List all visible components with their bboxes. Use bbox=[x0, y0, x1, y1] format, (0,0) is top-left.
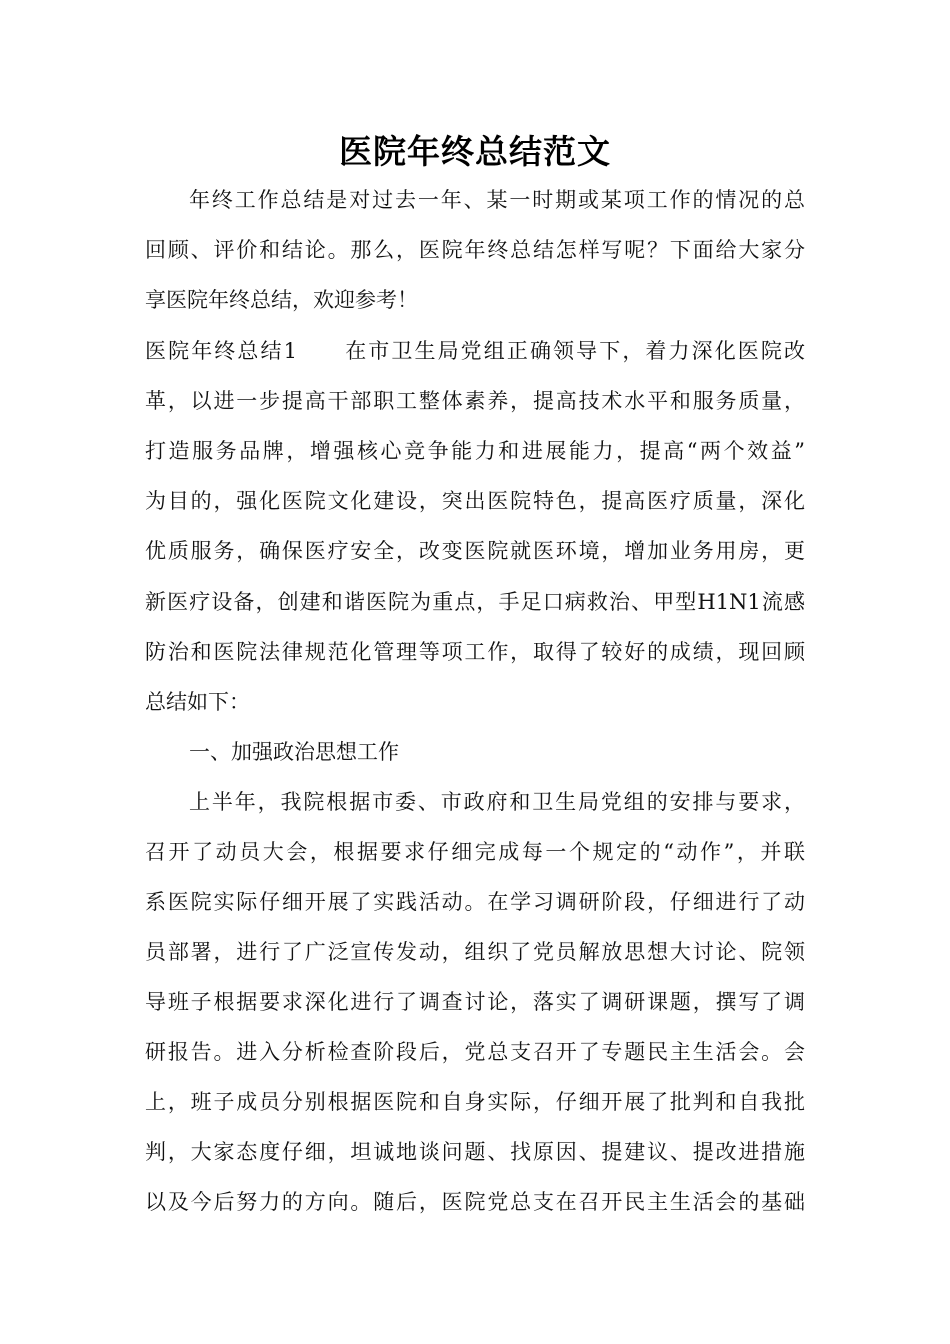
paragraph-line: 导班子根据要求深化进行了调查讨论，落实了调研课题，撰写了调 bbox=[145, 990, 805, 1014]
paragraph-line: 打造服务品牌，增强核心竞争能力和进展能力，提高“两个效益” bbox=[145, 439, 805, 463]
section-heading: 一、加强政治思想工作 bbox=[189, 740, 399, 764]
paragraph-line: 年终工作总结是对过去一年、某一时期或某项工作的情况的总 bbox=[189, 188, 805, 212]
paragraph-line: 享医院年终总结，欢迎参考！ bbox=[145, 288, 418, 312]
paragraph-line: 研报告。进入分析检查阶段后，党总支召开了专题民主生活会。会 bbox=[145, 1040, 805, 1064]
paragraph-line: 以及今后努力的方向。随后，医院党总支在召开民主生活会的基础 bbox=[145, 1190, 805, 1214]
paragraph-line: 优质服务，确保医疗安全，改变医院就医环境，增加业务用房，更 bbox=[145, 539, 805, 563]
paragraph-line: 新医疗设备，创建和谐医院为重点，手足口病救治、甲型H1N1流感 bbox=[145, 590, 805, 614]
paragraph-line: 回顾、评价和结论。那么，医院年终总结怎样写呢？下面给大家分 bbox=[145, 238, 805, 262]
document-title: 医院年终总结范文 bbox=[339, 132, 611, 171]
paragraph-line: 防治和医院法律规范化管理等项工作，取得了较好的成绩，现回顾 bbox=[145, 640, 805, 664]
paragraph-line: 革，以进一步提高干部职工整体素养，提高技术水平和服务质量， bbox=[145, 389, 805, 413]
paragraph-line: 召开了动员大会，根据要求仔细完成每一个规定的“动作”，并联 bbox=[145, 840, 805, 864]
paragraph-line: 医院年终总结1 在市卫生局党组正确领导下，着力深化医院改 bbox=[145, 339, 805, 363]
paragraph-line: 总结如下： bbox=[145, 690, 250, 714]
paragraph-line: 员部署，进行了广泛宣传发动，组织了党员解放思想大讨论、院领 bbox=[145, 940, 805, 964]
paragraph-line: 为目的，强化医院文化建设，突出医院特色，提高医疗质量，深化 bbox=[145, 489, 805, 513]
paragraph-line: 系医院实际仔细开展了实践活动。在学习调研阶段，仔细进行了动 bbox=[145, 890, 805, 914]
paragraph-line: 上，班子成员分别根据医院和自身实际，仔细开展了批判和自我批 bbox=[145, 1090, 805, 1114]
paragraph-line: 上半年，我院根据市委、市政府和卫生局党组的安排与要求， bbox=[189, 790, 805, 814]
paragraph-line: 判，大家态度仔细，坦诚地谈问题、找原因、提建议、提改进措施 bbox=[145, 1140, 805, 1164]
